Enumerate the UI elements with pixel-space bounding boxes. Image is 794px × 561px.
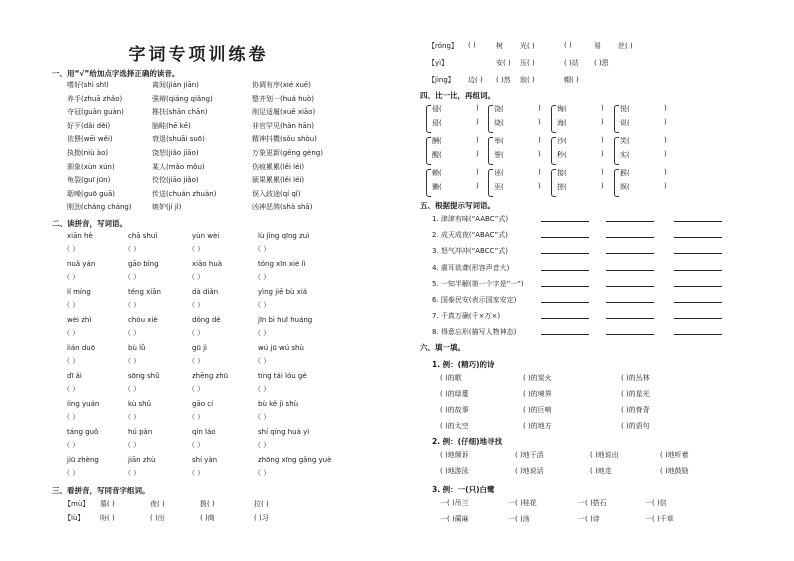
pinyin-prompt: gāo bǐng [128,260,159,268]
compare-char: 悦( [620,105,630,113]
section3-heading: 三、看拼音，写同音字组词。 [52,486,150,495]
blank-close: ) [538,182,541,190]
answer-blank[interactable]: （ ） [188,273,205,281]
homophone-blank: 丝( ) [618,42,633,50]
blank-close: ) [476,104,479,112]
compare-char: 实( [620,151,630,159]
pinyin-prompt: bù lǚ [128,344,146,352]
fill-blank: 一( )诗 [578,515,600,523]
homophone-blank: 夜( ) [150,500,165,508]
answer-line[interactable] [541,215,589,222]
compare-char: 搓( [557,183,567,191]
homophone-blank: 压( ) [520,59,535,67]
pinyin-prompt: xiān hè [67,232,93,240]
pinyin-prompt: nuǎ yán [67,260,96,268]
pinyin-choice-item: 削足适履(xuē xiāo) [252,108,316,117]
answer-blank[interactable]: （ ） [254,301,271,309]
pair-bracket [614,169,619,197]
pinyin-choice-item: 聒噪(guō guā) [67,189,116,198]
pinyin-prompt: shí qíng huà yì [258,428,310,436]
pinyin-choice-item: 某人(mǎo mǒu) [152,162,205,171]
pinyin-prompt: tóng xīn xié lì [258,260,306,268]
answer-blank[interactable]: （ ） [188,469,205,477]
pinyin-prompt: jīn bì huī huáng [258,316,313,324]
pinyin-choice-item: 传送(chuán zhuàn) [152,189,217,198]
answer-line[interactable] [674,264,722,271]
pinyin-choice-item: 非官罕见(hǎn hān) [252,121,315,130]
section6-example2: 2. 例：(仔细)地寻找 [432,437,503,446]
hint-item: 6. 国泰民安(表示国家安定) [432,296,517,304]
pair-bracket [551,105,556,133]
pinyin-prompt: chā shuǐ [128,232,158,240]
pinyin-choice-item: 搀扶(shān chān) [152,108,208,117]
answer-blank[interactable]: （ ） [254,273,271,281]
pinyin-prompt: dà diǎn [192,288,219,296]
blank-close: ) [476,118,479,126]
answer-line[interactable] [606,280,654,287]
pair-bracket [551,169,556,197]
answer-blank[interactable]: （ ） [63,357,80,365]
homophone-blank: ( ) [468,41,476,49]
pinyin-choice-item: 驯象(xùn xún) [67,162,115,171]
blank-close: ) [664,150,667,158]
answer-line[interactable] [541,296,589,303]
page-title: 字词专项训练卷 [128,45,269,65]
answer-line[interactable] [541,312,589,319]
answer-blank[interactable]: （ ） [124,357,141,365]
answer-blank[interactable]: （ ） [254,413,271,421]
pair-bracket [426,169,431,197]
fill-blank: ( )的故事 [440,406,469,414]
pair-bracket [614,137,619,165]
homophone-blank: ( )恩 [594,59,609,67]
homophone-blank: ( )然 [496,76,511,84]
homophone-blank: ( )站 [564,59,579,67]
answer-blank[interactable]: （ ） [124,469,141,477]
fill-blank: ( )的巨响 [523,406,552,414]
pinyin-choice-item: 凶神恶煞(shà shā) [252,203,313,212]
answer-blank[interactable]: （ ） [63,441,80,449]
answer-blank[interactable]: （ ） [124,301,141,309]
pair-bracket [488,137,493,165]
fill-blank: ( )的语句 [621,422,650,430]
blank-close: ) [476,182,479,190]
answer-blank[interactable]: （ ） [63,469,80,477]
pinyin-choice-item: 嗜好(shì shī) [67,81,109,89]
section6-example3: 3. 例：一(只)白鹭 [432,485,495,494]
blank-close: ) [601,104,604,112]
answer-line[interactable] [606,264,654,271]
fill-blank: ( )的地方 [523,422,552,430]
pinyin-prompt: sōng shǔ [128,372,160,380]
section2-heading: 二、读拼音，写词语。 [52,219,127,228]
blank-close: ) [664,136,667,144]
blank-close: ) [538,118,541,126]
pair-bracket [426,137,431,165]
compare-char: 侵( [432,105,442,113]
blank-close: ) [664,182,667,190]
compare-char: 悔( [557,105,567,113]
pinyin-choice-item: 龟裂(guī jūn) [67,176,111,185]
homophone-blank: 慕( ) [100,500,115,508]
homophone-blank: 帽( ) [564,76,579,84]
pinyin-prompt: hú pàn [128,428,153,436]
section6-heading: 六、填一填。 [420,343,465,352]
fill-blank: 一( )信 [645,499,667,507]
blank-close: ) [601,168,604,176]
fill-blank: ( )的炭火 [523,374,552,382]
homophone-blank: 树 [496,42,503,50]
pinyin-choice-item: 饶恕(jiǎo jiāo) [152,149,199,157]
blank-close: ) [476,136,479,144]
homophone-blank: ( ) [564,41,572,49]
blank-close: ) [538,136,541,144]
answer-blank[interactable]: （ ） [188,413,205,421]
pinyin-prompt: líng yuán [67,400,100,408]
answer-line[interactable] [674,247,722,254]
answer-line[interactable] [541,231,589,238]
pinyin-choice-item: 嫉妒(jí jì) [152,203,182,212]
answer-blank[interactable]: （ ） [254,469,271,477]
pinyin-choice-item: 佼佼(jiāo jiǎo) [152,176,199,185]
answer-line[interactable] [674,328,722,335]
fill-blank: ( )的绿蔓 [440,390,469,398]
pair-bracket [488,105,493,133]
answer-blank[interactable]: （ ） [63,329,80,337]
fill-blank: ( )地干活 [515,451,544,459]
hint-item: 4. 震耳欲聋(形容声音大) [432,263,510,272]
fill-blank: ( )地倾诉 [440,451,469,459]
homophone-blank: 拉( ) [254,500,269,508]
pinyin-prompt: táng guǒ [67,428,99,436]
compare-char: 醒( [432,151,442,159]
pinyin-choice-item: 离间(jiàn jiān) [152,81,199,89]
section4-heading: 四、比一比，再组词。 [420,91,495,100]
compare-char: 赖( [432,169,442,177]
pinyin-prompt: xiāo huà [192,260,223,268]
fill-blank: 一( )千草 [645,515,674,523]
compare-char: 猴( [620,169,630,177]
fill-blank: ( )地走 [590,467,612,475]
answer-blank[interactable]: （ ） [124,385,141,393]
fill-blank: ( )的境界 [523,390,552,398]
answer-blank[interactable]: （ ） [63,413,80,421]
answer-blank[interactable]: （ ） [63,245,80,253]
pinyin-choice-item: 养手(zhuā zhǎo) [67,94,123,103]
compare-char: 獭( [432,183,442,191]
blank-close: ) [601,150,604,158]
compare-char: 接( [557,169,567,177]
pair-bracket [426,105,431,133]
answer-blank[interactable]: （ ） [254,441,271,449]
answer-line[interactable] [606,296,654,303]
compare-char: 举( [494,137,504,145]
compare-char: 饶( [494,105,504,113]
homophone-blank: 拨( ) [200,500,215,508]
blank-close: ) [601,118,604,126]
answer-blank[interactable]: （ ） [63,385,80,393]
pinyin-choice-item: 误入歧途(qí qǐ) [252,189,301,198]
pinyin-tag: 【yì】 [428,59,449,67]
pinyin-choice-item: 硕果累累(lěi léi) [252,176,305,185]
blank-close: ) [664,104,667,112]
compare-char: 誉( [494,151,504,159]
pinyin-prompt: gū jì [192,344,207,352]
answer-blank[interactable]: （ ） [254,245,271,253]
answer-blank[interactable]: （ ） [188,329,205,337]
fill-blank: ( )的太空 [440,422,469,430]
fill-blank: ( )地鼓励 [660,467,689,475]
pinyin-tag: 【jìng】 [428,76,455,84]
pinyin-prompt: jiū zhèng [67,456,99,464]
answer-line[interactable] [541,328,589,335]
pinyin-prompt: gāo cí [192,400,214,408]
answer-line[interactable] [674,296,722,303]
answer-blank[interactable]: （ ） [124,329,141,337]
answer-line[interactable] [541,280,589,287]
section1-heading: 一、用“√”给加点字选择正确的读音。 [52,69,180,78]
fill-blank: ( )地听着 [660,451,689,459]
fill-blank: ( )的星光 [621,390,650,398]
answer-blank[interactable]: （ ） [254,329,271,337]
answer-line[interactable] [606,231,654,238]
pinyin-choice-item: 执拗(niù ào) [67,149,109,157]
hint-item: 8. 得意忘形(描写人物神态) [432,328,517,337]
compare-char: 巫( [494,183,504,191]
pinyin-choice-item: 衰退(shuāi suō) [152,135,205,144]
pinyin-prompt: wèi zhì [67,316,92,324]
answer-line[interactable] [606,247,654,254]
hint-item: 1. 津津有味(“AABC”式) [432,215,509,223]
answer-blank[interactable]: （ ） [254,385,271,393]
pinyin-prompt: tíng tái lóu gé [258,372,307,380]
pinyin-prompt: wú jū wú shù [258,344,304,352]
answer-line[interactable] [541,247,589,254]
pair-bracket [551,137,556,165]
pinyin-choice-item: 万象更新(gēng gèng) [252,149,323,157]
fill-blank: 一( )蔺麻 [440,515,469,523]
pinyin-tag: 【róng】 [428,42,458,50]
section5-heading: 五、根据提示写词语。 [420,201,495,210]
hint-item: 2. 成天成夜(“ABAC”式) [432,231,508,240]
pinyin-prompt: lí míng [67,288,91,296]
compare-char: 娱( [620,183,630,191]
answer-blank[interactable]: （ ） [188,357,205,365]
fill-blank: 一( )汤 [508,515,530,523]
pinyin-prompt: dǒng dé [192,316,221,324]
homophone-blank: ( )商 [200,514,215,522]
compare-char: 侵( [432,119,442,127]
fill-blank: 一( )吊兰 [440,499,469,507]
pinyin-prompt: bù kě jì shù [258,400,299,408]
answer-line[interactable] [674,312,722,319]
pinyin-prompt: yìng jiē bù xiá [258,288,308,296]
answer-line[interactable] [541,264,589,271]
pinyin-choice-item: 夺冠(guān guàn) [67,108,124,117]
homophone-blank: ( )出 [150,514,165,522]
pinyin-prompt: zhēng zhū [192,372,229,380]
answer-blank[interactable]: （ ） [188,441,205,449]
pinyin-tag: 【lù】 [64,514,85,522]
hint-item: 7. 千真万确(千×万×) [432,312,501,321]
homophone-blank: 边( ) [468,76,483,84]
pinyin-prompt: qín láo [192,428,216,436]
pinyin-prompt: shí yàn [192,456,218,464]
section6-example1: 1. 例：(精巧)的诗 [432,360,495,369]
pinyin-choice-item: 脑畦(hē kē) [152,121,191,130]
pinyin-choice-item: 精神抖擞(sǒu shòu) [252,135,317,144]
compare-char: 笑( [620,137,630,145]
pinyin-prompt: lù jǐng qīng zuì [258,232,310,240]
compare-char: 诬( [494,169,504,177]
pinyin-choice-item: 好歹(dǎi děi) [67,121,111,130]
pinyin-choice-item: 依偎(wēi wěi) [67,135,113,144]
pinyin-prompt: chóu xiè [128,316,158,324]
pinyin-choice-item: 协调有序(xié xuē) [252,81,311,89]
homophone-blank: ( )习 [254,514,269,522]
hint-item: 5. 一知半解(第一个字是“一”) [432,279,524,288]
homophone-blank: 易 [594,42,601,50]
fill-blank: ( )的脊背 [621,406,650,414]
pinyin-prompt: kù shǔ [128,400,152,408]
fill-blank: ( )的丛林 [621,374,650,382]
compare-char: 秒( [557,151,567,159]
blank-close: ) [601,136,604,144]
answer-line[interactable] [674,280,722,287]
pinyin-prompt: lián duō [67,344,96,352]
blank-close: ) [601,182,604,190]
answer-blank[interactable]: （ ） [124,245,141,253]
answer-blank[interactable]: （ ） [254,357,271,365]
fill-blank: ( )地说话 [515,467,544,475]
homophone-blank: 吩( ) [100,514,115,522]
answer-blank[interactable]: （ ） [124,413,141,421]
pinyin-prompt: dī ǎi [67,372,82,380]
answer-line[interactable] [674,215,722,222]
compare-char: 酬( [432,137,442,145]
homophone-blank: 安( ) [496,59,511,67]
hint-item: 3. 怒气冲冲(“ABCC”式) [432,247,508,256]
pinyin-choice-item: 刚劲(cháng cháng) [67,203,132,212]
pair-bracket [488,169,493,197]
pair-bracket [614,105,619,133]
pinyin-prompt: yùn wèi [192,232,220,240]
compare-char: 海( [557,119,567,127]
pinyin-prompt: jiān zhù [128,456,156,464]
blank-close: ) [538,168,541,176]
fill-blank: ( )地游泳 [440,467,469,475]
pinyin-prompt: zhōng xīng gǎng yuè [258,456,332,464]
compare-char: 说( [620,119,630,127]
answer-blank[interactable]: （ ） [188,385,205,393]
pinyin-choice-item: 伤痕累累(lěi léi) [252,162,305,171]
blank-close: ) [476,168,479,176]
pinyin-choice-item: 整齐划一(huá huò) [252,94,315,103]
blank-close: ) [538,150,541,158]
fill-blank: ( )的歌 [440,374,462,382]
answer-line[interactable] [606,215,654,222]
fill-blank: 一( )搭石 [578,499,607,507]
answer-blank[interactable]: （ ） [124,273,141,281]
fill-blank: ( )地说出 [590,451,619,459]
blank-close: ) [476,150,479,158]
answer-line[interactable] [606,312,654,319]
compare-char: 烧( [494,119,504,127]
answer-blank[interactable]: （ ） [188,245,205,253]
pinyin-tag: 【mù】 [64,500,90,508]
answer-blank[interactable]: （ ） [63,273,80,281]
blank-close: ) [664,118,667,126]
pinyin-choice-item: 强辩(qiáng qiǎng) [152,94,213,103]
homophone-blank: 寂( ) [520,76,535,84]
pinyin-prompt: téng xiān [128,288,161,296]
answer-line[interactable] [606,328,654,335]
blank-close: ) [664,168,667,176]
answer-line[interactable] [674,231,722,238]
homophone-blank: 光( ) [520,42,535,50]
compare-char: 沙( [557,137,567,145]
fill-blank: 一( )桂花 [508,499,537,507]
answer-blank[interactable]: （ ） [63,301,80,309]
answer-blank[interactable]: （ ） [188,301,205,309]
answer-blank[interactable]: （ ） [124,441,141,449]
blank-close: ) [538,104,541,112]
